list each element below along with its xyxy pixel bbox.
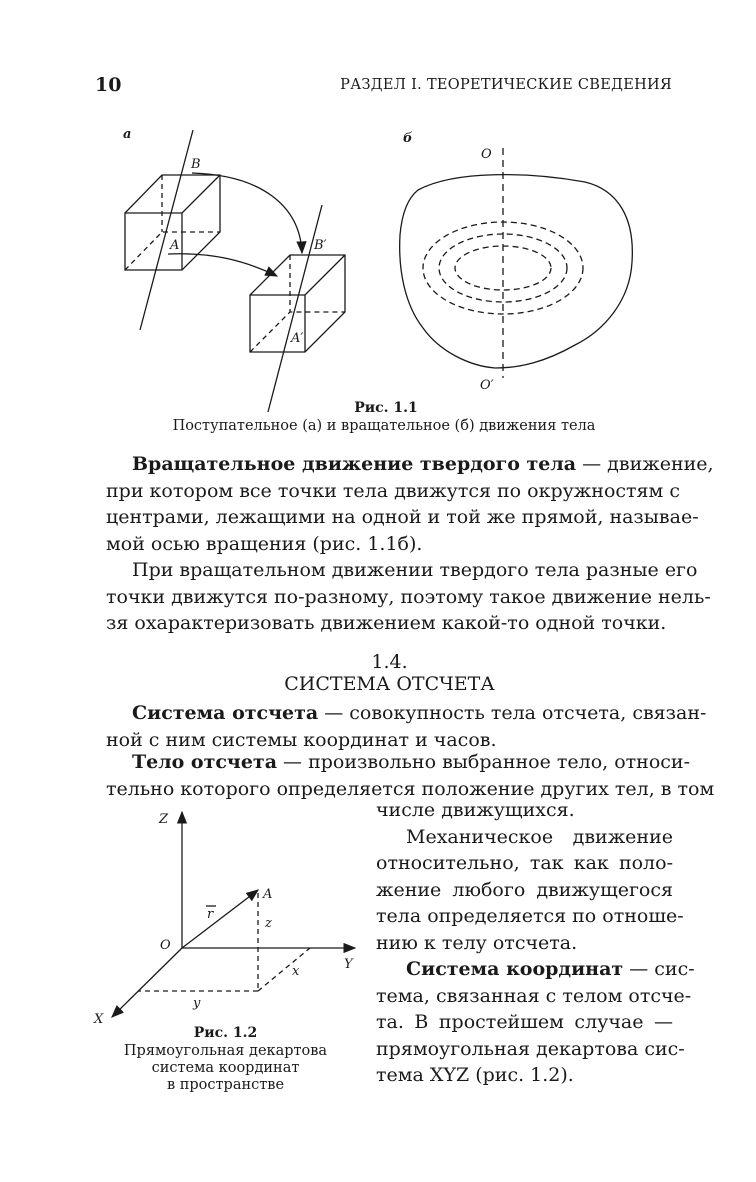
term-rotational: Вращательное движение твердого тела: [132, 453, 577, 475]
text-line: — движение,: [576, 453, 714, 475]
label-z: z: [265, 916, 272, 931]
text-line: числе движущихся.: [376, 799, 575, 821]
label-x-axis: X: [94, 1012, 104, 1027]
figure2-caption-line: Прямоугольная декартова: [123, 1043, 328, 1059]
text-line: та. В простейшем случае —: [376, 1011, 673, 1033]
term-coord: Система координат: [406, 958, 624, 980]
label-o-prime: O′: [480, 378, 494, 393]
text-line: относительно, так как поло-: [376, 852, 673, 874]
term-frame: Система отсчета: [132, 702, 319, 724]
page-number: 10: [95, 74, 122, 96]
running-title: РАЗДЕЛ I. ТЕОРЕТИЧЕСКИЕ СВЕДЕНИЯ: [340, 77, 672, 93]
text-line: центрами, лежащими на одной и той же прямой, называе-: [106, 506, 699, 528]
label-b: B: [191, 157, 201, 172]
label-origin: O: [160, 938, 171, 953]
figure2-caption-title: Рис. 1.2: [193, 1025, 258, 1041]
x-projection: [258, 948, 310, 991]
text-line: прямоугольная декартова сис-: [376, 1037, 685, 1060]
text-line: — произвольно выбранное тело, относи-: [277, 751, 690, 773]
label-o: O: [481, 147, 492, 162]
text-line: точки движутся по-разному, поэтому такое движение нель-: [106, 585, 711, 608]
text-line: При вращательном движении твердого тела разные его: [132, 559, 698, 581]
figure2-caption-line: в пространстве: [166, 1077, 285, 1093]
text-line: тема XYZ (рис. 1.2).: [376, 1064, 574, 1086]
label-a: A: [170, 238, 180, 253]
section-title: СИСТЕМА ОТСЧЕТА: [284, 673, 495, 695]
label-a-prime: A′: [291, 331, 304, 346]
text-line: зя охарактеризовать движением какой-то одной точки.: [106, 612, 667, 634]
panel-b-label: б: [403, 131, 413, 146]
x-axis: [112, 948, 182, 1017]
text-line: тела определяется по отноше-: [376, 905, 684, 927]
radius-vector: [182, 890, 258, 948]
text-line: ной с ним системы координат и часов.: [106, 728, 497, 751]
label-x: x: [292, 964, 300, 979]
text-line: нию к телу отсчета.: [376, 931, 578, 954]
label-point-a: A: [263, 887, 273, 902]
text-line: при котором все точки тела движутся по окружностям с: [106, 479, 680, 502]
text-line: — совокупность тела отсчета, связан-: [318, 702, 707, 724]
label-vector-r: r: [207, 907, 214, 922]
figure1-caption-text: Поступательное (а) и вращательное (б) движения тела: [172, 418, 596, 434]
text-line: тема, связанная с телом отсче-: [376, 984, 692, 1007]
label-y-axis: Y: [344, 957, 353, 972]
figure2-caption-line: система координат: [151, 1060, 300, 1076]
panel-a-label: а: [123, 127, 132, 142]
text-line: мой осью вращения (рис. 1.1б).: [106, 532, 423, 555]
text-line: тельно которого определяется положение других тел, в том: [106, 777, 715, 800]
label-b-prime: B′: [314, 238, 327, 253]
section-number: 1.4.: [371, 651, 408, 673]
label-y: y: [193, 996, 201, 1011]
text-line: жение любого движущегося: [376, 878, 673, 901]
text-line: Механическое движение: [406, 825, 673, 848]
label-z-axis: Z: [159, 812, 169, 827]
text-line: — сис-: [623, 958, 695, 980]
figure1-caption-title: Рис. 1.1: [354, 400, 418, 416]
term-body: Тело отсчета: [132, 751, 278, 773]
